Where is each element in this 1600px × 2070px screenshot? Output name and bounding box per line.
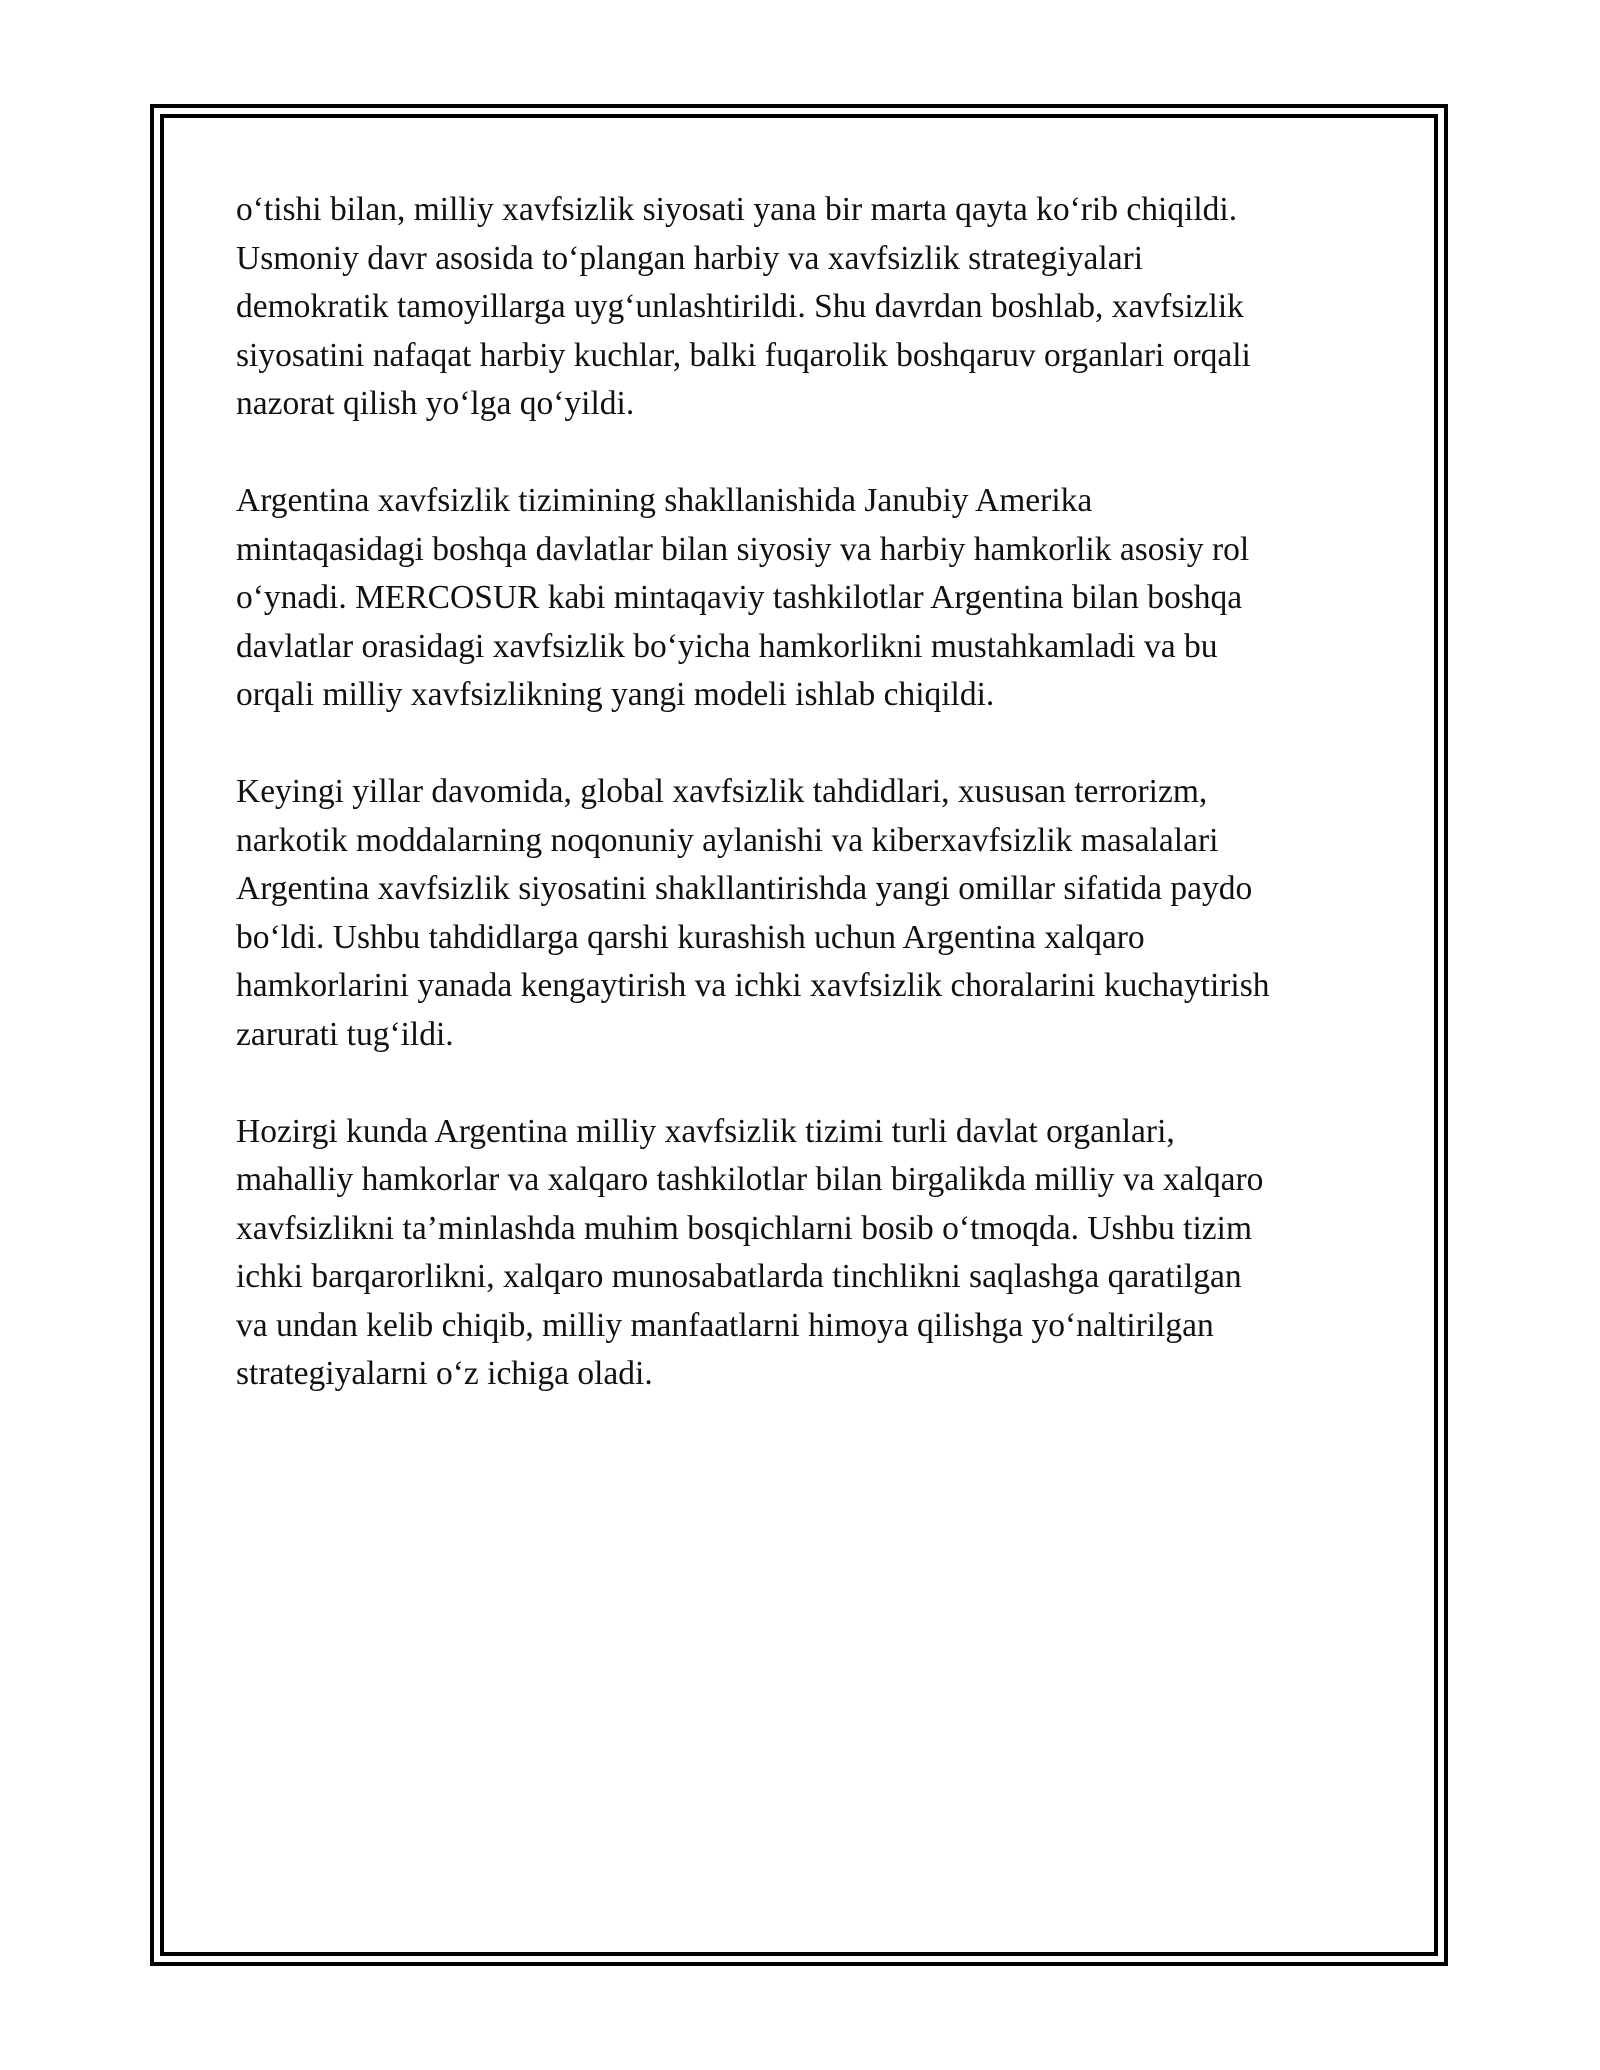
text-line: davlatlar orasidagi xavfsizlik bo‘yicha hamkorlikni mustahkamladi va bu — [236, 627, 1218, 665]
text-line: Usmoniy davr asosida to‘plangan harbiy va xavfsizlik strategiyalari — [236, 239, 1144, 277]
text-line: mahalliy hamkorlar va xalqaro tashkilotlar bilan birgalikda milliy va xalqaro — [236, 1161, 1264, 1198]
text-line: bo‘ldi. Ushbu tahdidlarga qarshi kurashish uchun Argentina xalqaro — [236, 918, 1145, 956]
text-line: mintaqasidagi boshqa davlatlar bilan siyosiy va harbiy hamkorlik asosiy rol — [236, 530, 1250, 568]
text-line: orqali milliy xavfsizlikning yangi modeli ishlab chiqildi. — [236, 676, 995, 713]
paragraph-2 — [236, 477, 1376, 720]
text-line: zarurati tug‘ildi. — [236, 1015, 454, 1053]
text-line: nazorat qilish yo‘lga qo‘yildi. — [236, 385, 635, 422]
text-line: narkotik moddalarning noqonuniy aylanishi va kiberxavfsizlik masalalari — [236, 821, 1219, 859]
text-line: Argentina xavfsizlik tizimining shakllanishida Janubiy Amerika — [236, 482, 1093, 519]
text-line: va undan kelib chiqib, milliy manfaatlarni himoya qilishga yo‘naltirilgan — [236, 1306, 1214, 1344]
text-line: Keyingi yillar davomida, global xavfsizlik tahdidlari, xususan terrorizm, — [236, 773, 1208, 810]
text-line: siyosatini nafaqat harbiy kuchlar, balki fuqarolik boshqaruv organlari orqali — [236, 336, 1251, 374]
document-body — [236, 186, 1376, 1447]
text-line: o‘ynadi. MERCOSUR kabi mintaqaviy tashkilotlar Argentina bilan boshqa — [236, 579, 1243, 616]
text-line: Argentina xavfsizlik siyosatini shakllantirishda yangi omillar sifatida paydo — [236, 870, 1253, 907]
text-line: hamkorlarini yanada kengaytirish va ichki xavfsizlik choralarini kuchaytirish — [236, 967, 1270, 1004]
paragraph-1 — [236, 186, 1376, 429]
paragraph-4 — [236, 1108, 1376, 1399]
text-line: xavfsizlikni ta’minlashda muhim bosqichlarni bosib o‘tmoqda. Ushbu tizim — [236, 1209, 1253, 1247]
text-line: ichki barqarorlikni, xalqaro munosabatlarda tinchlikni saqlashga qaratilgan — [236, 1258, 1242, 1295]
paragraph-3 — [236, 768, 1376, 1059]
text-line: demokratik tamoyillarga uyg‘unlashtirildi. Shu davrdan boshlab, xavfsizlik — [236, 288, 1244, 325]
text-line: o‘tishi bilan, milliy xavfsizlik siyosati yana bir marta qayta ko‘rib chiqildi. — [236, 191, 1238, 228]
text-line: strategiyalarni o‘z ichiga oladi. — [236, 1355, 653, 1392]
text-line: Hozirgi kunda Argentina milliy xavfsizlik tizimi turli davlat organlari, — [236, 1112, 1175, 1150]
